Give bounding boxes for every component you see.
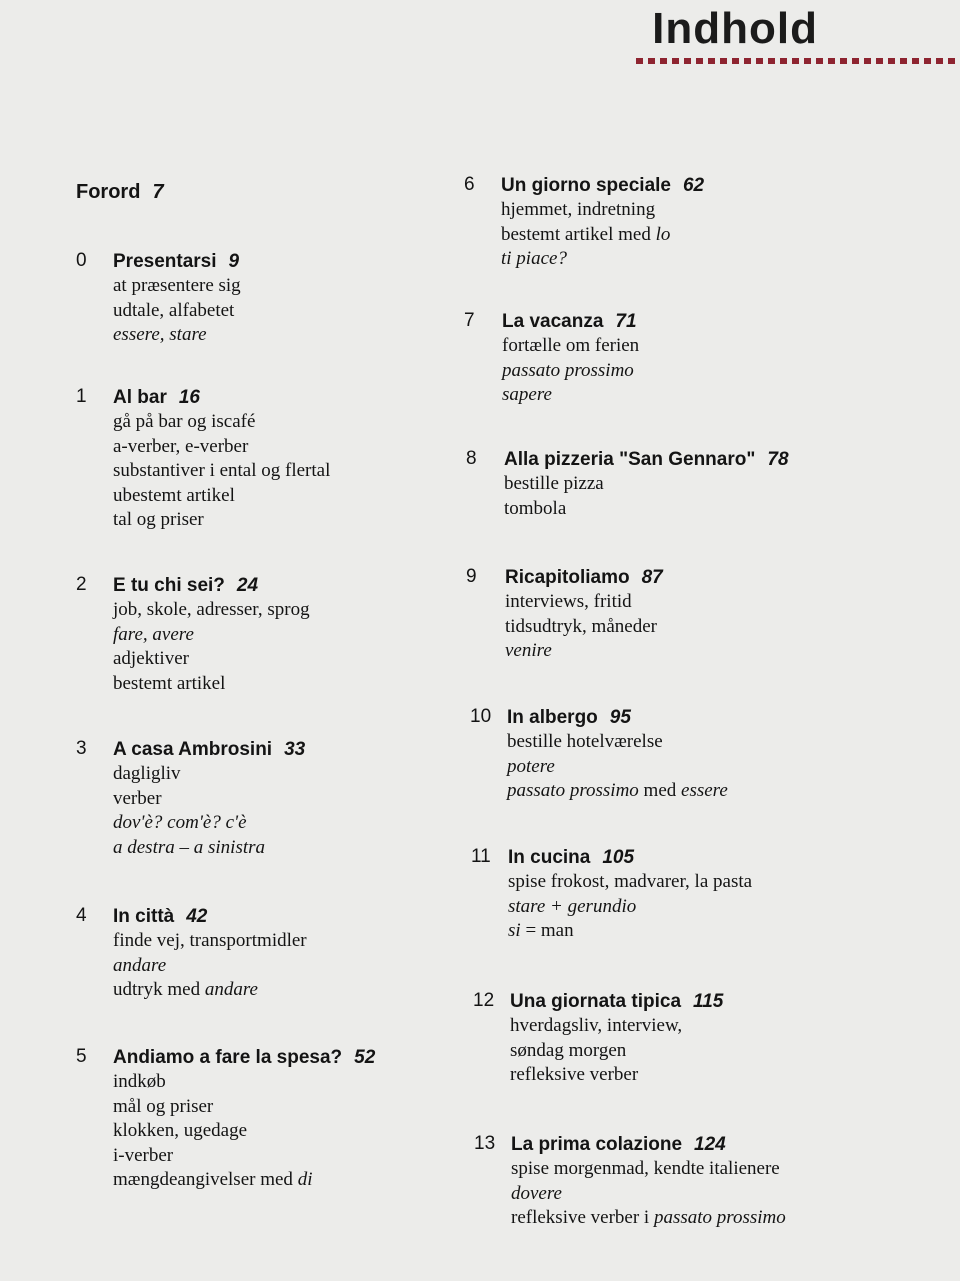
chapter-page-number: 105 [602,847,635,868]
chapter-title: La prima colazione [511,1134,683,1155]
topic-line: dov'è? com'è? c'è [113,812,247,833]
chapter-page-number: 78 [767,449,789,470]
chapter-page-number: 16 [178,387,200,408]
chapter-heading [113,574,310,598]
topic-line: essere, stare [113,324,207,345]
chapter-heading [502,310,639,334]
chapter-title: Andiamo a fare la spesa? [113,1047,343,1068]
chapter-number: 10 [470,706,492,727]
chapter-heading [113,250,241,274]
topic-line: spise morgenmad, kendte italienere [511,1158,780,1179]
chapter-title: Alla pizzeria "San Gennaro" [504,449,756,470]
chapter-heading [504,448,789,472]
chapter-number: 7 [464,310,475,331]
topic-line: tidsudtryk, måneder [505,615,657,637]
topic-line: indkøb [113,1071,166,1092]
topic-line: ti piace? [501,248,567,269]
title-dotted-rule [636,58,960,64]
chapter-heading [113,738,305,762]
topic-line: potere [507,755,555,777]
topic-line: bestemt artikel [113,672,226,694]
topic-line: verber [113,787,162,809]
chapter-number: 4 [76,905,87,926]
topic-line: adjektiver [113,648,189,669]
chapter-number: 9 [466,566,477,587]
topic-line: dovere [511,1182,562,1204]
topic-line: job, skole, adresser, sprog [113,599,310,620]
topic-line: tombola [504,497,567,519]
topic-line: spise frokost, madvarer, la pasta [508,871,753,892]
topic-line: fare, avere [113,623,194,645]
chapter-heading [505,566,663,590]
chapter-page-number: 62 [682,175,705,196]
topic-line: venire [505,640,552,661]
topic-line: hjemmet, indretning [501,199,656,220]
chapter-title: Un giorno speciale [501,175,671,196]
foreword-entry[interactable] [76,181,164,204]
topic-line: interviews, fritid [505,591,632,612]
topic-line: bestille hotelværelse [507,731,663,752]
chapter-number: 5 [76,1046,87,1067]
topic-line: dagligliv [113,763,181,784]
topic-line: udtale, alfabetet [113,299,235,321]
chapter-title: E tu chi sei? [113,575,225,596]
chapter-heading [113,1046,375,1070]
chapter-title: In cucina [508,847,591,868]
chapter-page-number: 24 [236,575,259,596]
topic-line: a destra – a sinistra [113,836,266,858]
topic-line: at præsentere sig [113,275,241,296]
chapter-heading [507,706,728,730]
chapter-number: 8 [466,448,477,469]
chapter-title: Al bar [113,387,167,408]
chapter-number: 13 [474,1133,496,1154]
chapter-page-number: 115 [693,991,724,1012]
topic-line: mål og priser [113,1095,214,1117]
topic-line: a-verber, e-verber [113,435,249,457]
chapter-page-number: 71 [615,311,637,332]
chapter-page-number: 124 [694,1134,726,1155]
topic-line: finde vej, transportmidler [113,930,307,951]
topic-line: klokken, ugedage [113,1120,248,1141]
chapter-heading [511,1133,786,1157]
topic-line: refleksive verber [510,1064,639,1085]
topic-line: refleksive verber i passato prossimo [511,1207,786,1228]
chapter-title: A casa Ambrosini [113,739,273,760]
chapter-page-number: 95 [609,707,631,728]
topic-line: substantiver i ental og flertal [113,460,331,481]
topic-line: hverdagsliv, interview, [510,1015,683,1036]
chapter-page-number: 87 [641,567,663,588]
topic-line: bestille pizza [504,473,604,494]
chapter-heading [113,905,307,929]
foreword-label: Forord [76,181,141,203]
topic-line: andare [113,954,167,976]
chapter-page-number: 52 [354,1047,376,1068]
topic-line: mængdeangivelser med di [113,1169,313,1190]
topic-line: si = man [508,920,574,941]
chapter-heading [508,846,752,870]
chapter-page-number: 9 [228,251,240,272]
chapter-heading [113,386,330,410]
chapter-title: In albergo [507,707,598,728]
chapter-number: 11 [471,846,491,867]
chapter-title: In città [113,906,175,927]
chapter-page-number: 42 [186,906,208,927]
topic-line: gå på bar og iscafé [113,411,256,432]
chapter-number: 6 [464,174,475,195]
topic-line: udtryk med andare [113,979,258,1000]
chapter-title: La vacanza [502,311,604,332]
topic-line: stare + gerundio [508,895,637,917]
chapter-number: 0 [76,250,87,271]
chapter-heading [501,174,704,198]
foreword-page-number: 7 [152,181,164,203]
chapter-number: 3 [76,738,87,759]
topic-line: ubestemt artikel [113,484,235,506]
topic-line: fortælle om ferien [502,335,640,356]
chapter-heading [510,990,723,1014]
topic-line: bestemt artikel med lo [501,223,671,245]
topic-line: tal og priser [113,509,204,530]
chapter-number: 12 [473,990,495,1011]
page-title: Indhold [652,4,818,53]
chapter-title: Ricapitoliamo [505,567,630,588]
chapter-number: 2 [76,574,87,595]
topic-line: sapere [502,384,552,405]
chapter-page-number: 33 [284,739,306,760]
topic-line: passato prossimo med essere [507,780,728,801]
chapter-number: 1 [76,386,87,407]
chapter-title: Presentarsi [113,251,217,272]
topic-line: passato prossimo [502,359,634,381]
topic-line: søndag morgen [510,1039,627,1061]
topic-line: i-verber [113,1144,174,1166]
chapter-title: Una giornata tipica [510,991,682,1012]
